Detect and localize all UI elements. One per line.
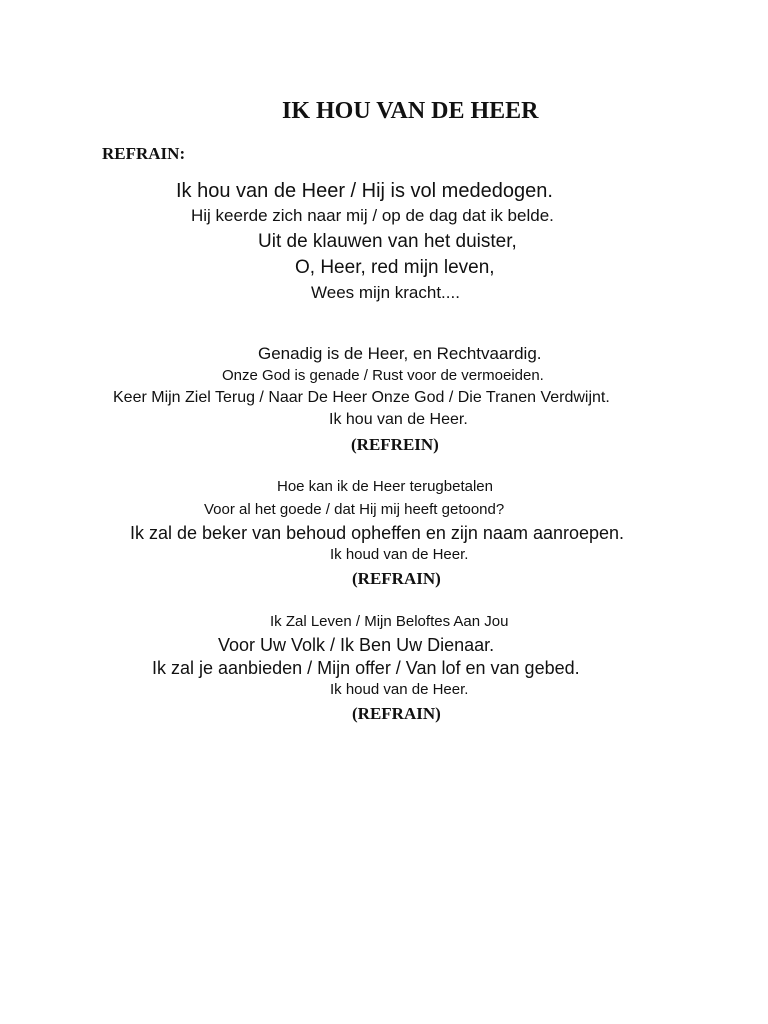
verse1-line: Keer Mijn Ziel Terug / Naar De Heer Onze God / Die Tranen Verdwijnt.: [113, 389, 610, 406]
refrain-line: Wees mijn kracht....: [311, 283, 460, 302]
verse3-line: Ik zal je aanbieden / Mijn offer / Van lof en van gebed.: [152, 658, 580, 678]
refrain-line: O, Heer, red mijn leven,: [295, 257, 495, 278]
verse1-line: Onze God is genade / Rust voor de vermoeiden.: [222, 367, 544, 384]
verse3-refrain-mark: (REFRAIN): [352, 704, 441, 723]
verse1-line: Genadig is de Heer, en Rechtvaardig.: [258, 344, 542, 363]
verse1-refrain-mark: (REFREIN): [351, 435, 439, 454]
refrain-line: Hij keerde zich naar mij / op de dag dat ik belde.: [191, 206, 554, 225]
song-title: IK HOU VAN DE HEER: [282, 98, 539, 124]
verse1-line: Ik hou van de Heer.: [329, 411, 468, 428]
verse2-line: Hoe kan ik de Heer terugbetalen: [277, 478, 493, 495]
verse2-line: Ik houd van de Heer.: [330, 546, 469, 563]
refrain-label: REFRAIN:: [102, 144, 186, 163]
verse2-refrain-mark: (REFRAIN): [352, 569, 441, 588]
verse2-line: Voor al het goede / dat Hij mij heeft getoond?: [204, 501, 505, 518]
verse3-line: Ik houd van de Heer.: [330, 681, 469, 698]
refrain-line: Ik hou van de Heer / Hij is vol mededogen.: [176, 180, 553, 202]
verse3-line: Ik Zal Leven / Mijn Beloftes Aan Jou: [270, 613, 509, 630]
refrain-line: Uit de klauwen van het duister,: [258, 231, 517, 252]
verse3-line: Voor Uw Volk / Ik Ben Uw Dienaar.: [218, 635, 495, 655]
verse2-line: Ik zal de beker van behoud opheffen en zijn naam aanroepen.: [130, 523, 625, 543]
